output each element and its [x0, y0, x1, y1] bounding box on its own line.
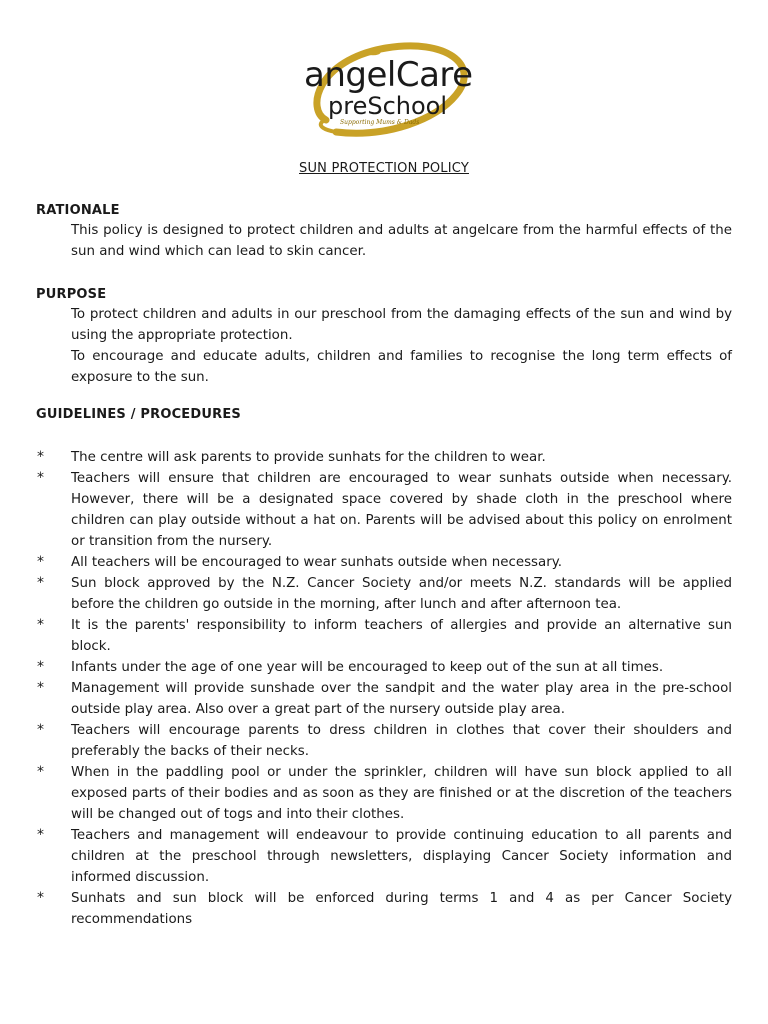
- bullet-marker: *: [37, 554, 44, 570]
- rationale-text: This policy is designed to protect children and adults at angelcare from the harmful effects of the sun and wind which can lead to skin cancer.: [71, 223, 732, 259]
- list-item: [0, 552, 768, 573]
- guidelines-heading: GUIDELINES / PROCEDURES: [36, 407, 241, 422]
- logo-line2: preSchool: [328, 92, 448, 120]
- list-item: [0, 720, 768, 762]
- list-item-text: All teachers will be encouraged to wear sunhats outside when necessary.: [71, 555, 562, 570]
- list-item-text: Infants under the age of one year will be encouraged to keep out of the sun at all times.: [71, 660, 664, 675]
- bullet-marker: *: [37, 575, 44, 591]
- bullet-marker: *: [37, 890, 44, 906]
- list-item-text: It is the parents' responsibility to inform teachers of allergies and provide an alternative sun block.: [71, 618, 732, 654]
- list-item: [0, 825, 768, 888]
- document-title: SUN PROTECTION POLICY: [299, 161, 469, 176]
- list-item: [0, 468, 768, 552]
- purpose-paragraph-1: To protect children and adults in our preschool from the damaging effects of the sun and wind by using the appropriate protection.: [71, 307, 732, 343]
- purpose-heading: PURPOSE: [36, 287, 107, 302]
- list-item-text: Teachers will ensure that children are encouraged to wear sunhats outside when necessary. However, there will be a designated space covered by shade cloth in the preschool where children can play outside without a hat on. Parents will be advised about this policy on enrolment or transition from the nursery.: [71, 471, 732, 549]
- bullet-marker: *: [37, 680, 44, 696]
- logo-graphic: [296, 40, 476, 140]
- purpose-paragraph-2: To encourage and educate adults, children and families to recognise the long term effects of exposure to the sun.: [71, 349, 732, 385]
- logo-line1: angelCare: [304, 55, 473, 95]
- list-item-text: The centre will ask parents to provide sunhats for the children to wear.: [71, 450, 546, 465]
- list-item: [0, 762, 768, 825]
- bullet-marker: *: [37, 764, 44, 780]
- list-item-text: Management will provide sunshade over the sandpit and the water play area in the pre-school outside play area. Also over a great part of the nursery outside play area.: [71, 681, 732, 717]
- angelcare-preschool-logo: [296, 40, 476, 140]
- list-item-text: Teachers will encourage parents to dress children in clothes that cover their shoulders and preferably the backs of their necks.: [71, 723, 732, 759]
- list-item: [0, 678, 768, 720]
- bullet-marker: *: [37, 617, 44, 633]
- bullet-marker: *: [37, 722, 44, 738]
- list-item: [0, 888, 768, 930]
- list-item-text: When in the paddling pool or under the sprinkler, children will have sun block applied to all exposed parts of their bodies and as soon as they are finished or at the discretion of the teachers will be changed out of togs and into their clothes.: [71, 765, 732, 822]
- list-item: [0, 657, 768, 678]
- bullet-marker: *: [37, 470, 44, 486]
- list-item-text: Teachers and management will endeavour to provide continuing education to all parents and children at the preschool through newsletters, displaying Cancer Society information and informed discussion.: [71, 828, 732, 885]
- logo-ring-tail: [321, 122, 336, 132]
- bullet-marker: *: [37, 449, 44, 465]
- list-item-text: Sun block approved by the N.Z. Cancer Society and/or meets N.Z. standards will be applied before the children go outside in the morning, after lunch and after afternoon tea.: [71, 576, 732, 612]
- rationale-heading: RATIONALE: [36, 203, 120, 218]
- list-item: [0, 573, 768, 615]
- list-item: [0, 447, 768, 468]
- list-item: [0, 615, 768, 657]
- bullet-marker: *: [37, 659, 44, 675]
- list-item-text: Sunhats and sun block will be enforced during terms 1 and 4 as per Cancer Society recommendations: [71, 891, 732, 927]
- bullet-marker: *: [37, 827, 44, 843]
- guidelines-list: [0, 447, 768, 930]
- logo-tagline: Supporting Mums & Dads: [340, 119, 420, 126]
